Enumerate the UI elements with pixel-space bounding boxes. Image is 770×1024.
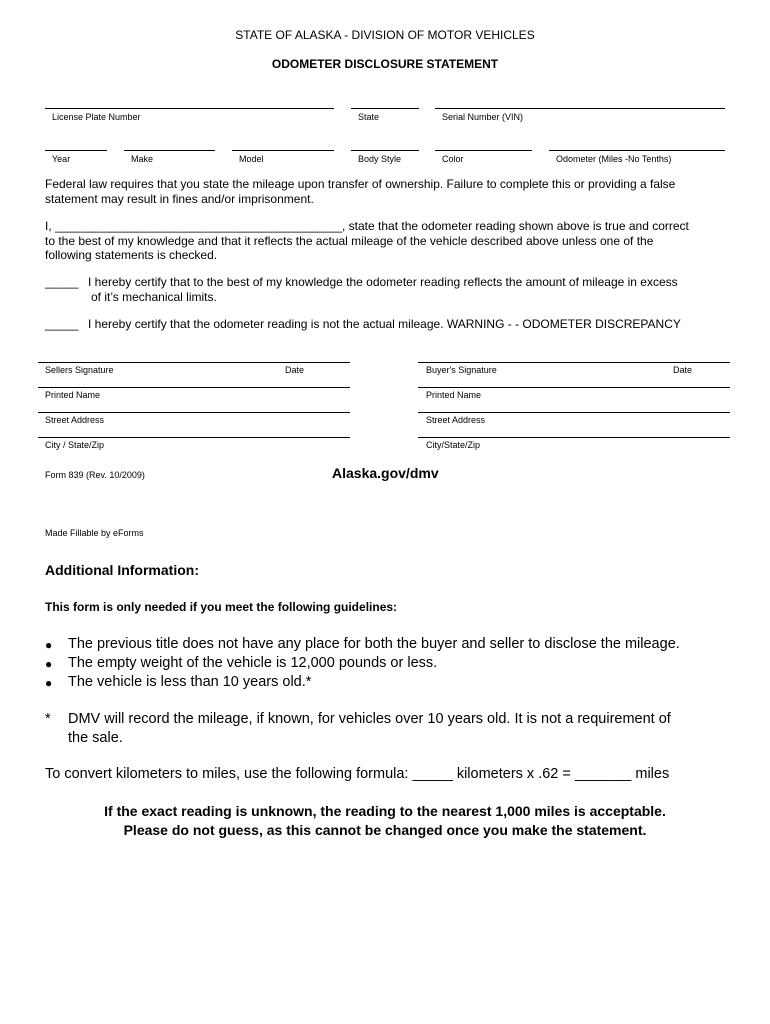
color-field[interactable]	[435, 150, 532, 151]
discrepancy-text: I hereby certify that the odometer reading is not the actual mileage. WARNING - - ODOMETER DISCREPANCY	[88, 317, 681, 331]
guideline-item: The vehicle is less than 10 years old.*	[68, 674, 312, 690]
odometer-field[interactable]	[549, 150, 725, 151]
state-field[interactable]	[351, 108, 419, 109]
federal-notice-line2: statement may result in fines and/or imprisonment.	[45, 192, 314, 206]
statement-line3: following statements is checked.	[45, 248, 218, 262]
seller-street-label: Street Address	[45, 415, 105, 425]
bullet-dot: ●	[45, 638, 53, 652]
year-field[interactable]	[45, 150, 107, 151]
do-not-guess-note: Please do not guess, as this cannot be changed once you make the statement.	[123, 822, 647, 838]
year-label: Year	[52, 154, 71, 164]
excess-mileage-checkbox[interactable]: _____	[45, 275, 79, 289]
odometer-label: Odometer (Miles -No Tenths)	[556, 154, 672, 164]
body-style-field[interactable]	[351, 150, 419, 151]
buyer-printed-name-field[interactable]	[418, 387, 730, 388]
statement-line2: to the best of my knowledge and that it reflects the actual mileage of the vehicle described above unless one of the	[45, 234, 654, 248]
make-label: Make	[131, 154, 154, 164]
guidelines-subheading: This form is only needed if you meet the following guidelines:	[45, 600, 398, 614]
nearest-reading-note: If the exact reading is unknown, the reading to the nearest 1,000 miles is acceptable.	[104, 803, 666, 819]
excess-mileage-line2: of it’s mechanical limits.	[91, 290, 217, 304]
made-fillable-note: Made Fillable by eForms	[45, 528, 144, 538]
excess-mileage-line1: I hereby certify that to the best of my knowledge the odometer reading reflects the amount of mileage in excess	[88, 275, 678, 289]
conversion-formula: To convert kilometers to miles, use the following formula: _____ kilometers x .62 = _______ miles	[45, 766, 670, 782]
guideline-item: The previous title does not have any place for both the buyer and seller to disclose the mileage.	[68, 636, 680, 652]
seller-street-field[interactable]	[38, 412, 350, 413]
dmv-website: Alaska.gov/dmv	[332, 465, 439, 481]
buyer-printed-name-label: Printed Name	[426, 390, 482, 400]
note-line2: the sale.	[68, 730, 123, 746]
form-title: ODOMETER DISCLOSURE STATEMENT	[271, 57, 499, 71]
note-line1: DMV will record the mileage, if known, for vehicles over 10 years old. It is not a requirement of	[68, 711, 671, 727]
seller-signature-field[interactable]	[38, 362, 350, 363]
bullet-dot: ●	[45, 676, 53, 690]
owner-name-field[interactable]: ___________________________________________	[55, 219, 342, 233]
buyer-street-field[interactable]	[418, 412, 730, 413]
federal-notice-line1: Federal law requires that you state the mileage upon transfer of ownership. Failure to complete this or providing a false	[45, 177, 676, 191]
note-marker: *	[45, 711, 51, 727]
buyer-signature-field[interactable]	[418, 362, 730, 363]
statement-line1-text: , state that the odometer reading shown above is true and correct	[342, 219, 689, 233]
body-style-label: Body Style	[358, 154, 402, 164]
vin-field[interactable]	[435, 108, 725, 109]
statement-prefix: I,	[45, 219, 52, 233]
seller-city-field[interactable]	[38, 437, 350, 438]
statement-line1	[45, 219, 689, 234]
vin-label: Serial Number (VIN)	[442, 112, 524, 122]
discrepancy-checkbox[interactable]: _____	[45, 317, 79, 331]
model-label: Model	[239, 154, 264, 164]
seller-city-label: City / State/Zip	[45, 440, 105, 450]
agency-header: STATE OF ALASKA - DIVISION OF MOTOR VEHICLES	[235, 28, 535, 42]
color-label: Color	[442, 154, 464, 164]
buyer-signature-label: Buyer's Signature	[426, 365, 497, 375]
model-field[interactable]	[232, 150, 334, 151]
form-number: Form 839 (Rev. 10/2009)	[45, 470, 145, 480]
additional-info-heading: Additional Information:	[45, 562, 199, 578]
guideline-item: The empty weight of the vehicle is 12,000 pounds or less.	[68, 655, 438, 671]
buyer-city-field[interactable]	[418, 437, 730, 438]
state-label: State	[358, 112, 380, 122]
seller-date-label: Date	[285, 365, 305, 375]
buyer-date-label: Date	[673, 365, 693, 375]
make-field[interactable]	[124, 150, 215, 151]
buyer-city-label: City/State/Zip	[426, 440, 481, 450]
seller-signature-label: Sellers Signature	[45, 365, 114, 375]
license-plate-field[interactable]	[45, 108, 334, 109]
seller-printed-name-label: Printed Name	[45, 390, 101, 400]
license-plate-label: License Plate Number	[52, 112, 141, 122]
seller-printed-name-field[interactable]	[38, 387, 350, 388]
bullet-dot: ●	[45, 657, 53, 671]
buyer-street-label: Street Address	[426, 415, 486, 425]
